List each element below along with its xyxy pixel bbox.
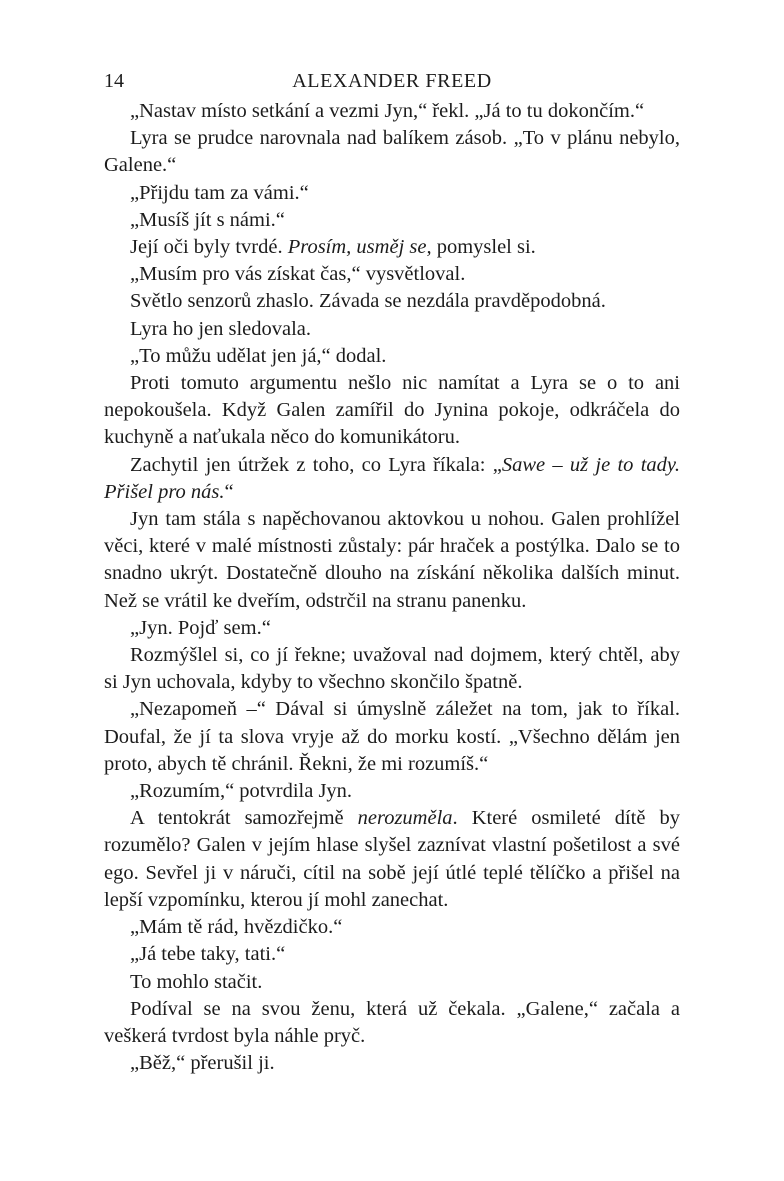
text-run: Podíval se na svou ženu, která už čekala. „Galene,“ začala a veškerá tvrdost byla náhle pryč. bbox=[104, 997, 680, 1047]
body-text bbox=[104, 98, 680, 1077]
text-run: A tentokrát samozřejmě bbox=[130, 807, 358, 830]
paragraph bbox=[104, 370, 680, 452]
paragraph bbox=[104, 941, 680, 968]
paragraph bbox=[104, 343, 680, 370]
text-run: „To můžu udělat jen já,“ dodal. bbox=[130, 344, 387, 367]
text-run: „Přijdu tam za vámi.“ bbox=[130, 181, 309, 204]
running-head: ALEXANDER FREED bbox=[292, 70, 492, 92]
text-run: „Nastav místo setkání a vezmi Jyn,“ řekl. „Já to tu dokončím.“ bbox=[130, 100, 645, 122]
paragraph bbox=[104, 288, 680, 315]
text-run: Proti tomuto argumentu nešlo nic namítat a Lyra se o to ani nepokoušela. Když Galen zamířil do Jynina pokoje, odkráčela do kuchyně a naťukala něco do komunikátoru. bbox=[104, 372, 680, 449]
paragraph bbox=[104, 805, 680, 914]
paragraph bbox=[104, 261, 680, 288]
text-run: „Rozumím,“ potvrdila Jyn. bbox=[130, 780, 353, 803]
paragraph bbox=[104, 778, 680, 805]
paragraph bbox=[104, 615, 680, 642]
paragraph bbox=[104, 506, 680, 615]
text-run: „Jyn. Pojď sem.“ bbox=[130, 616, 271, 639]
text-run: „Běž,“ přerušil ji. bbox=[130, 1052, 275, 1075]
paragraph bbox=[104, 98, 680, 125]
text-run: Jyn tam stála s napěchovanou aktovkou u nohou. Galen prohlížel věci, které v malé místnosti zůstaly: pár hraček a postýlka. Dalo se to snadno ukrýt. Dostatečně dlouho na získání několika dalších minut. Než se vrátil ke dveřím, odstrčil na stranu panenku. bbox=[104, 508, 680, 612]
text-run: pomyslel si. bbox=[431, 236, 536, 259]
text-run: „Musím pro vás získat čas,“ vysvětloval. bbox=[130, 263, 466, 286]
text-run: Světlo senzorů zhaslo. Závada se nezdála pravděpodobná. bbox=[130, 290, 606, 313]
text-run: „Mám tě rád, hvězdičko.“ bbox=[130, 916, 343, 939]
book-page bbox=[104, 66, 680, 1077]
text-run: Lyra ho jen sledovala. bbox=[130, 317, 312, 340]
text-run: “ bbox=[224, 480, 234, 503]
paragraph bbox=[104, 696, 680, 778]
text-run: Lyra se prudce narovnala nad balíkem zásob. „To v plánu nebylo, Galene.“ bbox=[104, 127, 680, 177]
paragraph bbox=[104, 996, 680, 1050]
paragraph bbox=[104, 234, 680, 261]
text-run: Rozmýšlel si, co jí řekne; uvažoval nad dojmem, který chtěl, aby si Jyn uchovala, kdyby to všechno skončilo špatně. bbox=[104, 644, 680, 694]
paragraph bbox=[104, 452, 680, 506]
paragraph bbox=[104, 180, 680, 207]
paragraph bbox=[104, 642, 680, 696]
text-run: „Nezapomeň –“ Dával si úmyslně záležet na tom, jak to říkal. Doufal, že jí ta slova vryje až do morku kostí. „Všechno dělám jen proto, abych tě chránil. Řekni, že mi rozumíš.“ bbox=[104, 698, 680, 775]
text-run: To mohlo stačit. bbox=[130, 970, 263, 993]
paragraph bbox=[104, 125, 680, 179]
paragraph bbox=[104, 914, 680, 941]
text-run: . Které osmileté dítě by rozumělo? Galen v jejím hlase slyšel zaznívat vlastní pošetilost a své ego. Sevřel ji v náruči, cítil na sobě její útlé teplé tělíčko a přišel na lepší vzpomínku, kterou jí mohl zanechat. bbox=[104, 807, 680, 911]
text-run: Její oči byly tvrdé. bbox=[130, 236, 288, 259]
italic-text-run: Prosím, usměj se, bbox=[287, 236, 432, 259]
text-run: Zachytil jen útržek z toho, co Lyra říkala: „ bbox=[130, 453, 502, 476]
paragraph bbox=[104, 207, 680, 234]
page-number: 14 bbox=[104, 70, 124, 92]
paragraph bbox=[104, 1050, 680, 1077]
text-run: „Já tebe taky, tati.“ bbox=[130, 943, 286, 966]
page-header bbox=[104, 66, 680, 96]
paragraph bbox=[104, 316, 680, 343]
italic-text-run: Sawe – už je to tady. Přišel pro nás. bbox=[104, 453, 680, 503]
paragraph bbox=[104, 969, 680, 996]
text-run: „Musíš jít s námi.“ bbox=[130, 208, 285, 231]
italic-text-run: nerozuměla bbox=[357, 807, 453, 830]
